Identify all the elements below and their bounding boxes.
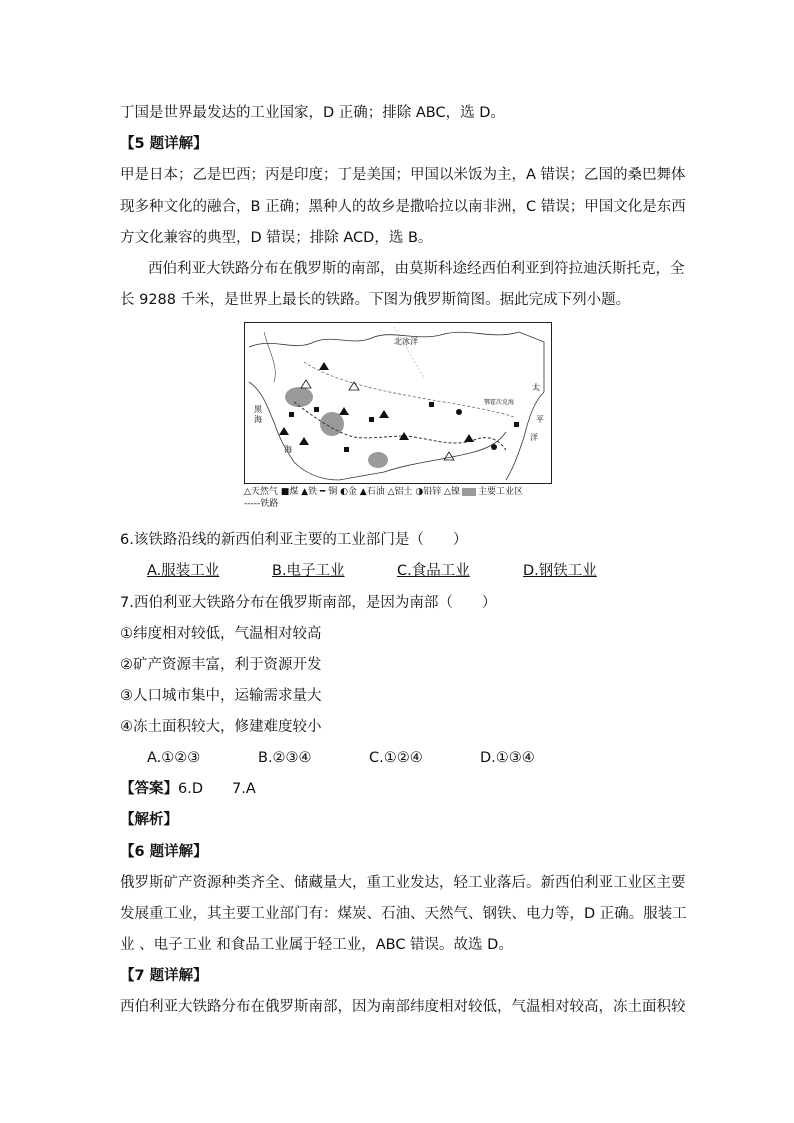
label-okhotsk: 鄂霍次克海 [484, 399, 515, 406]
paragraph: 方文化兼容的典型，D 错误；排除 ACD，选 B。 [120, 230, 433, 246]
legend-zone-label: 主要工业区 [477, 487, 523, 497]
paragraph: 发展重工业，其主要工业部门有：煤炭、石油、天然气、钢铁、电力等，D 正确。服装工 [120, 906, 687, 922]
q7-item: ②矿产资源丰富，利于资源开发 [120, 657, 322, 673]
answer-label: 【答案】 [120, 781, 178, 797]
section-heading-5: 【5 题详解】 [120, 136, 208, 152]
map-legend [244, 486, 564, 510]
question-6-options [120, 561, 680, 581]
question-6-stem: 6.该铁路沿线的新西伯利亚主要的工业部门是（ ） [120, 532, 468, 548]
option-d[interactable]: D.①③④ [480, 750, 535, 766]
paragraph: 丁国是世界最发达的工业国家，D 正确；排除 ABC，选 D。 [120, 105, 505, 121]
label-pacific-2: 平 [536, 415, 544, 424]
q7-item: ③人口城市集中，运输需求量大 [120, 688, 322, 704]
legend-symbols: △天然气 ■煤 ▲铁 ━ 铜 ◐金 ▲石油 △铝土 ◑铅锌 △镍 [244, 487, 460, 497]
section-heading-6: 【6 题详解】 [120, 844, 208, 860]
q7-item: ④冻土面积较大，修建难度较小 [120, 719, 322, 735]
option-a[interactable]: A.服装工业 [147, 563, 220, 579]
intro-paragraph: 西伯利亚大铁路分布在俄罗斯的南部，由莫斯科途经西伯利亚到符拉迪沃斯托克，全 [148, 261, 685, 277]
option-b[interactable]: B.电子工业 [272, 563, 345, 579]
label-arctic: 北冰洋 [394, 337, 418, 346]
label-pacific-3: 洋 [530, 433, 538, 442]
q7-item: ①纬度相对较低，气温相对较高 [120, 626, 322, 642]
legend-zone-swatch [462, 488, 476, 496]
paragraph: 现多种文化的融合，B 正确；黑种人的故乡是撒哈拉以南非洲，C 错误；甲国文化是东西 [120, 199, 686, 215]
label-black-sea-2: 海 [254, 415, 262, 424]
option-c[interactable]: C.①②④ [369, 750, 423, 766]
intro-paragraph: 长 9288 千米，是世界上最长的铁路。下图为俄罗斯简图。据此完成下列小题。 [120, 292, 631, 308]
paragraph: 甲是日本；乙是巴西；丙是印度；丁是美国；甲国以米饭为主，A 错误；乙国的桑巴舞体 [120, 167, 686, 183]
russia-map [244, 322, 552, 484]
analysis-label: 【解析】 [120, 812, 178, 828]
answer-line [120, 779, 680, 799]
paragraph: 业 、电子工业 和食品工业属于轻工业，ABC 错误。故选 D。 [120, 937, 513, 953]
answer-text: 6.D 7.A [178, 781, 256, 797]
option-a[interactable]: A.①②③ [147, 750, 201, 766]
legend-railway: -----铁路 [244, 499, 279, 509]
option-c[interactable]: C.食品工业 [397, 563, 470, 579]
paragraph: 西伯利亚大铁路分布在俄罗斯南部，因为南部纬度相对较低，气温相对较高，冻土面积较 [120, 999, 686, 1015]
industrial-zone [368, 452, 388, 468]
label-caspian: 海 [284, 445, 292, 454]
option-d[interactable]: D.钢铁工业 [523, 563, 597, 579]
label-pacific: 太 [532, 383, 540, 392]
label-black-sea: 黑 [254, 405, 262, 414]
paragraph: 俄罗斯矿产资源种类齐全、储藏量大，重工业发达，轻工业落后。新西伯利亚工业区主要 [120, 875, 686, 891]
option-b[interactable]: B.②③④ [258, 750, 312, 766]
section-heading-7: 【7 题详解】 [120, 968, 208, 984]
question-7-stem: 7.西伯利亚大铁路分布在俄罗斯南部，是因为南部（ ） [120, 595, 497, 611]
question-7-options [120, 748, 680, 768]
industrial-zone [285, 387, 313, 407]
